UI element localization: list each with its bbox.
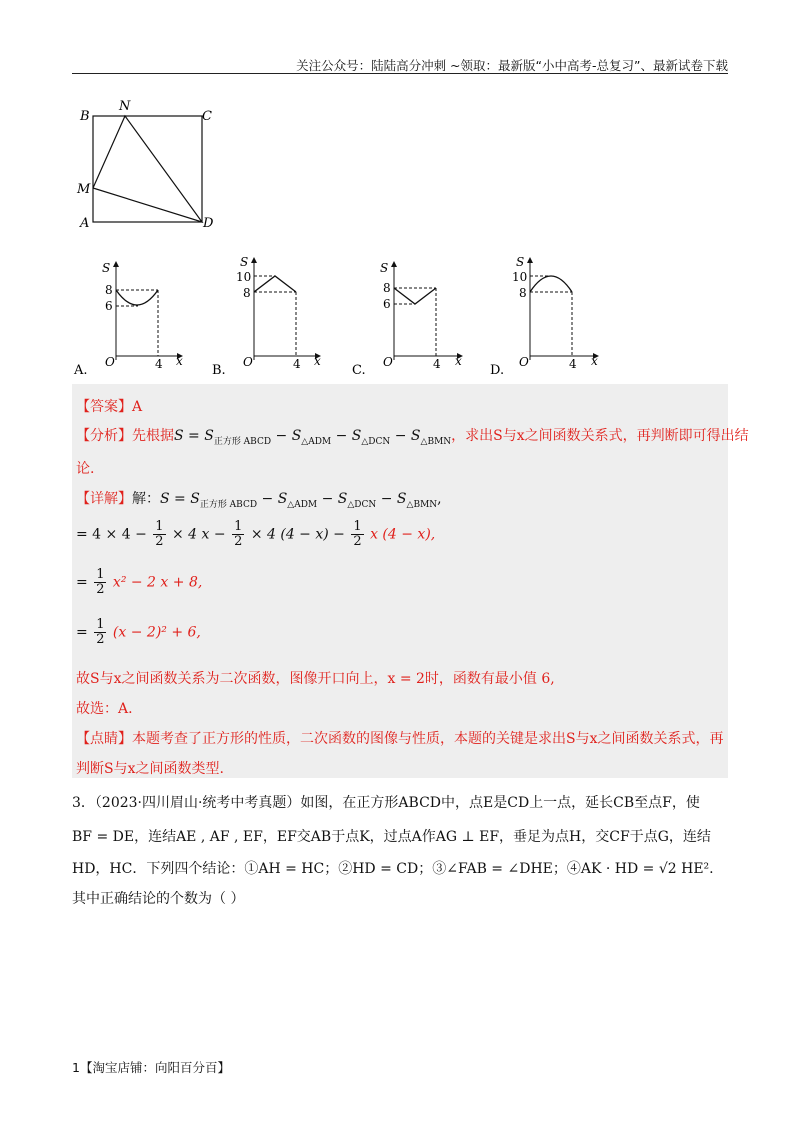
svg-text:S: S <box>380 261 389 275</box>
detail-line: 【详解】解：$S = S_{正方形 ABCD} - S_{\triangle ADM} - S_{\triangle DCN} - S_{\triangle BMN}$, <box>76 491 442 510</box>
answer-tag: 【答案】 <box>76 399 132 415</box>
svg-text:4: 4 <box>155 357 163 371</box>
curve-b <box>254 276 296 292</box>
option-d-label: D. <box>490 363 505 378</box>
analysis-line-2: 论. <box>76 461 95 477</box>
page-header: 关注公众号：陆陆高分冲刺 ~领取：最新版“小中高考-总复习”、最新试卷下载 <box>296 58 728 73</box>
conclusion-line: 故S与x之间函数关系为二次函数，图像开口向上，x = 2时，函数有最小值 6, <box>76 671 555 687</box>
comment-line: 【点睛】本题考查了正方形的性质，二次函数的图像与性质，本题的关键是求出S与x之间函数关系式，再 <box>76 731 724 747</box>
square-figure <box>72 96 232 232</box>
svg-text:6: 6 <box>105 299 113 313</box>
svg-text:x: x <box>591 354 598 368</box>
svg-text:O: O <box>383 355 393 369</box>
svg-text:8: 8 <box>519 286 527 300</box>
svg-text:10: 10 <box>236 270 252 284</box>
graph-d <box>490 255 598 378</box>
choose-line: 故选：A. <box>76 701 133 717</box>
step-3: = $\frac{1}{2}$ (x − 2)² + 6, <box>76 617 201 647</box>
option-b-label: B. <box>212 363 226 378</box>
label-a: A <box>80 216 90 231</box>
curve-d <box>530 276 572 292</box>
svg-text:O: O <box>519 355 529 369</box>
question3-line2: BF = DE，连结AE , AF , EF，EF交AB于点K，过点A作AG ⊥ EF，垂足为点H，交CF于点G，连结 <box>72 829 711 845</box>
label-n: N <box>119 99 131 114</box>
svg-text:S: S <box>516 255 525 269</box>
svg-text:4: 4 <box>569 357 577 371</box>
option-graphs <box>72 250 632 380</box>
svg-text:S: S <box>102 261 111 275</box>
step-2: = $\frac{1}{2}$ x² − 2 x + 8, <box>76 567 203 597</box>
header-rule <box>72 73 728 74</box>
step-1: = 4 × 4 − $\frac{1}{2}$ × 4 x − $\frac{1}{2}$ × 4 (4 − x) − $\frac{1}{2}$ x (4 − x), <box>76 519 436 549</box>
svg-text:S: S <box>240 255 249 269</box>
graph-b <box>212 255 321 378</box>
square-abcd <box>93 116 202 222</box>
svg-text:8: 8 <box>243 286 251 300</box>
curve-c <box>394 288 436 304</box>
svg-text:8: 8 <box>105 283 113 297</box>
svg-text:x: x <box>176 354 183 368</box>
graph-a <box>73 261 183 378</box>
curve-a <box>116 290 158 305</box>
answer-value: A <box>132 399 143 415</box>
svg-text:10: 10 <box>512 270 528 284</box>
svg-text:O: O <box>243 355 253 369</box>
label-b: B <box>80 109 90 124</box>
svg-text:4: 4 <box>293 357 301 371</box>
svg-text:O: O <box>105 355 115 369</box>
svg-text:x: x <box>314 354 321 368</box>
answer-line <box>76 396 142 416</box>
question3-line1: 3．（2023·四川眉山·统考中考真题）如图，在正方形ABCD中，点E是CD上一点，延长CB至点F，使 <box>72 795 700 811</box>
svg-text:x: x <box>455 354 462 368</box>
page-footer: 1【淘宝店铺：向阳百分百】 <box>72 1060 230 1075</box>
label-c: C <box>202 109 212 124</box>
question3-line4: 其中正确结论的个数为（ ） <box>72 891 245 907</box>
svg-text:4: 4 <box>433 357 441 371</box>
label-m: M <box>77 182 91 197</box>
graph-c <box>352 261 462 378</box>
label-d: D <box>203 216 214 231</box>
option-a-label: A. <box>74 363 88 378</box>
question3-line3: HD，HC．下列四个结论：①AH = HC；②HD = CD；③∠FAB = ∠DHE；④AK · HD = √2 HE². <box>72 861 714 877</box>
analysis-line: 【分析】先根据$S = S_{正方形 ABCD} - S_{\triangle ADM} - S_{\triangle DCN} - S_{\triangle BMN}$，求出S与x之间函数关系式，再判断即可得出结 <box>76 428 749 447</box>
comment-line-2: 判断S与x之间函数类型. <box>76 761 224 777</box>
option-c-label: C. <box>352 363 366 378</box>
triangle-mnd <box>93 116 202 222</box>
svg-text:6: 6 <box>383 297 391 311</box>
svg-text:8: 8 <box>383 281 391 295</box>
